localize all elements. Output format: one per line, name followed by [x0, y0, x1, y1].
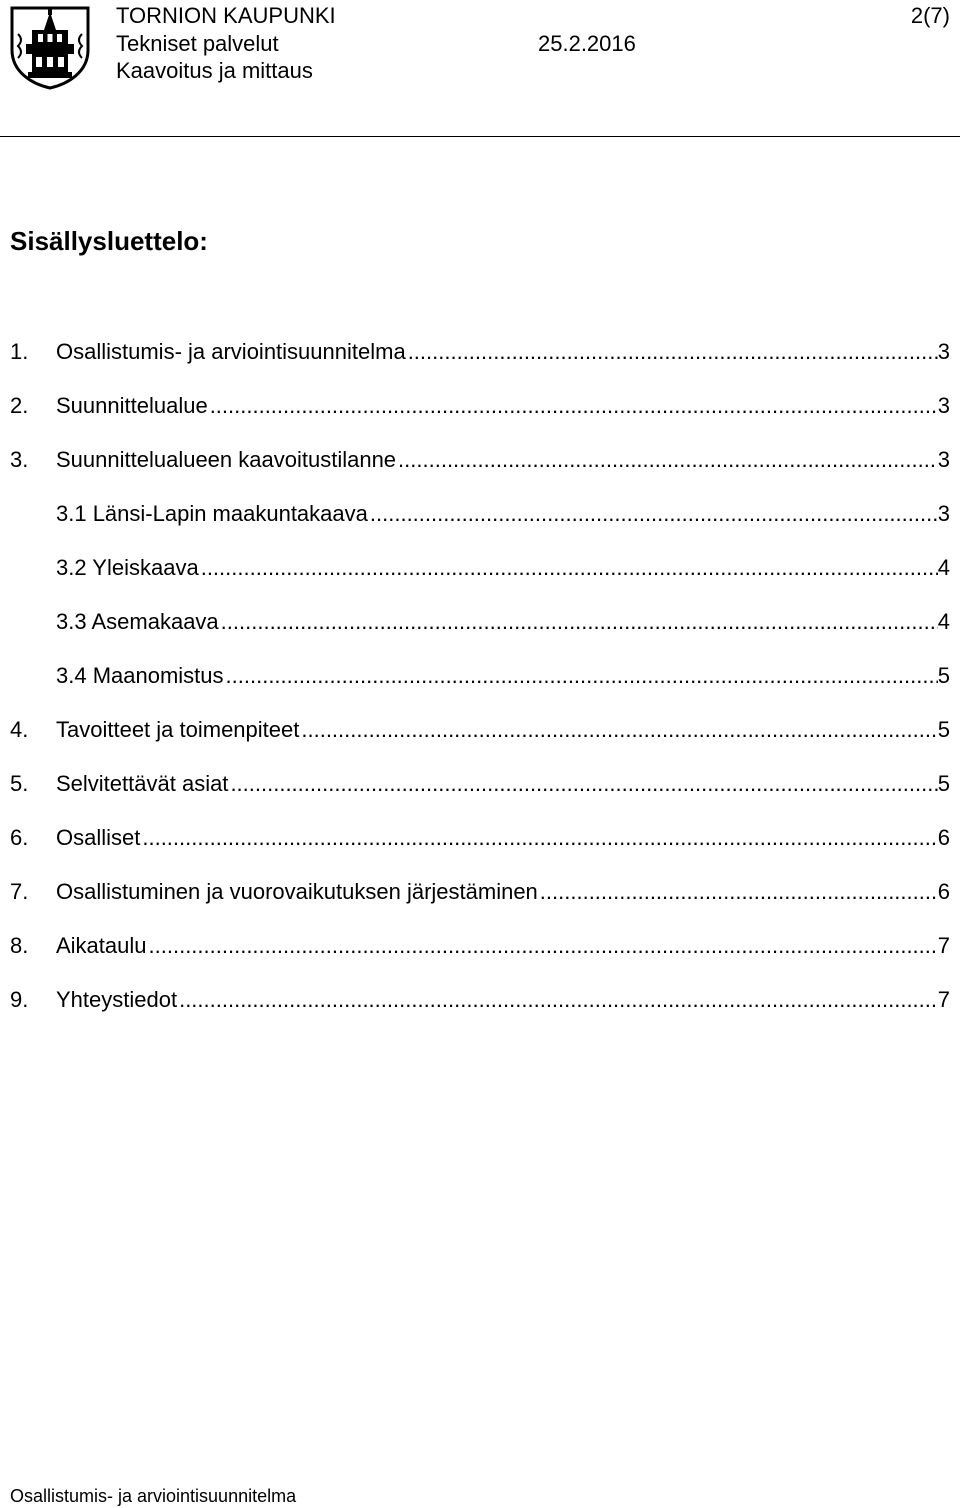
toc-entry-page: 6 — [937, 879, 950, 904]
unit-name: Kaavoitus ja mittaus — [116, 58, 313, 83]
toc-leader-dots — [226, 661, 938, 691]
toc-entry-page: 3 — [937, 339, 950, 364]
toc-leader-dots — [142, 823, 937, 853]
toc-entry-title: 3.4 Maanomistus — [56, 663, 224, 688]
toc-entry-title: 3.2 Yleiskaava — [56, 555, 199, 580]
toc-entry-number: 8. — [10, 933, 29, 958]
toc-entry-page: 6 — [937, 825, 950, 850]
toc-entry-8[interactable] — [10, 931, 950, 985]
toc-leader-dots — [408, 337, 938, 367]
page-number: 2(7) — [910, 3, 950, 28]
toc-entry-number: 1. — [10, 339, 29, 364]
toc-leader-dots — [230, 769, 937, 799]
footer-text: Osallistumis- ja arviointisuunnitelma — [10, 1486, 297, 1506]
toc-entry-title: Aikataulu — [56, 933, 147, 958]
toc-entry-3-3[interactable] — [10, 607, 950, 661]
toc-entry-number: 4. — [10, 717, 29, 742]
toc-entry-page: 3 — [937, 501, 950, 526]
toc-leader-dots — [149, 931, 938, 961]
toc-entry-3-4[interactable] — [10, 661, 950, 715]
toc-entry-4[interactable] — [10, 715, 950, 769]
toc-entry-page: 7 — [937, 933, 950, 958]
toc-entry-page: 7 — [937, 987, 950, 1012]
toc-leader-dots — [398, 445, 938, 475]
tornio-coat-of-arms-icon — [8, 4, 92, 90]
toc-entry-9[interactable] — [10, 985, 950, 1039]
toc-leader-dots — [370, 499, 938, 529]
toc-entry-title: Yhteystiedot — [56, 987, 178, 1012]
toc-entry-title: Tavoitteet ja toimenpiteet — [56, 717, 300, 742]
toc-entry-5[interactable] — [10, 769, 950, 823]
toc-entry-number: 3. — [10, 447, 29, 472]
document-date: 25.2.2016 — [538, 31, 636, 56]
organization-name: TORNION KAUPUNKI — [116, 3, 336, 28]
toc-entry-6[interactable] — [10, 823, 950, 877]
toc-entry-title: 3.3 Asemakaava — [56, 609, 219, 634]
toc-leader-dots — [179, 985, 938, 1015]
toc-entry-page: 4 — [937, 609, 950, 634]
toc-entry-number: 2. — [10, 393, 29, 418]
toc-leader-dots — [210, 391, 938, 421]
toc-entry-page: 3 — [937, 447, 950, 472]
toc-leader-dots — [221, 607, 938, 637]
toc-entry-title: Selvitettävät asiat — [56, 771, 229, 796]
toc-entry-title: Suunnittelualueen kaavoitustilanne — [56, 447, 397, 472]
toc-entry-2[interactable] — [10, 391, 950, 445]
table-of-contents — [10, 337, 950, 1039]
toc-leader-dots — [301, 715, 937, 745]
header-divider — [0, 136, 960, 137]
toc-entry-page: 5 — [937, 717, 950, 742]
toc-entry-1[interactable] — [10, 337, 950, 391]
toc-entry-number: 6. — [10, 825, 29, 850]
toc-entry-page: 5 — [937, 663, 950, 688]
toc-entry-title: Osallistuminen ja vuorovaikutuksen järjestäminen — [56, 879, 538, 904]
toc-entry-7[interactable] — [10, 877, 950, 931]
toc-entry-number: 7. — [10, 879, 29, 904]
toc-leader-dots — [540, 877, 938, 907]
toc-leader-dots — [201, 553, 938, 583]
toc-entry-number: 9. — [10, 987, 29, 1012]
toc-entry-page: 5 — [937, 771, 950, 796]
toc-entry-title: 3.1 Länsi-Lapin maakuntakaava — [56, 501, 368, 526]
toc-entry-title: Suunnittelualue — [56, 393, 208, 418]
toc-entry-3-2[interactable] — [10, 553, 950, 607]
toc-entry-3-1[interactable] — [10, 499, 950, 553]
toc-heading: Sisällysluettelo: — [10, 226, 208, 256]
toc-entry-page: 3 — [937, 393, 950, 418]
toc-entry-page: 4 — [937, 555, 950, 580]
toc-entry-title: Osalliset — [56, 825, 141, 850]
toc-entry-number: 5. — [10, 771, 29, 796]
toc-entry-title: Osallistumis- ja arviointisuunnitelma — [56, 339, 406, 364]
toc-entry-3[interactable] — [10, 445, 950, 499]
department-name: Tekniset palvelut — [116, 31, 279, 56]
